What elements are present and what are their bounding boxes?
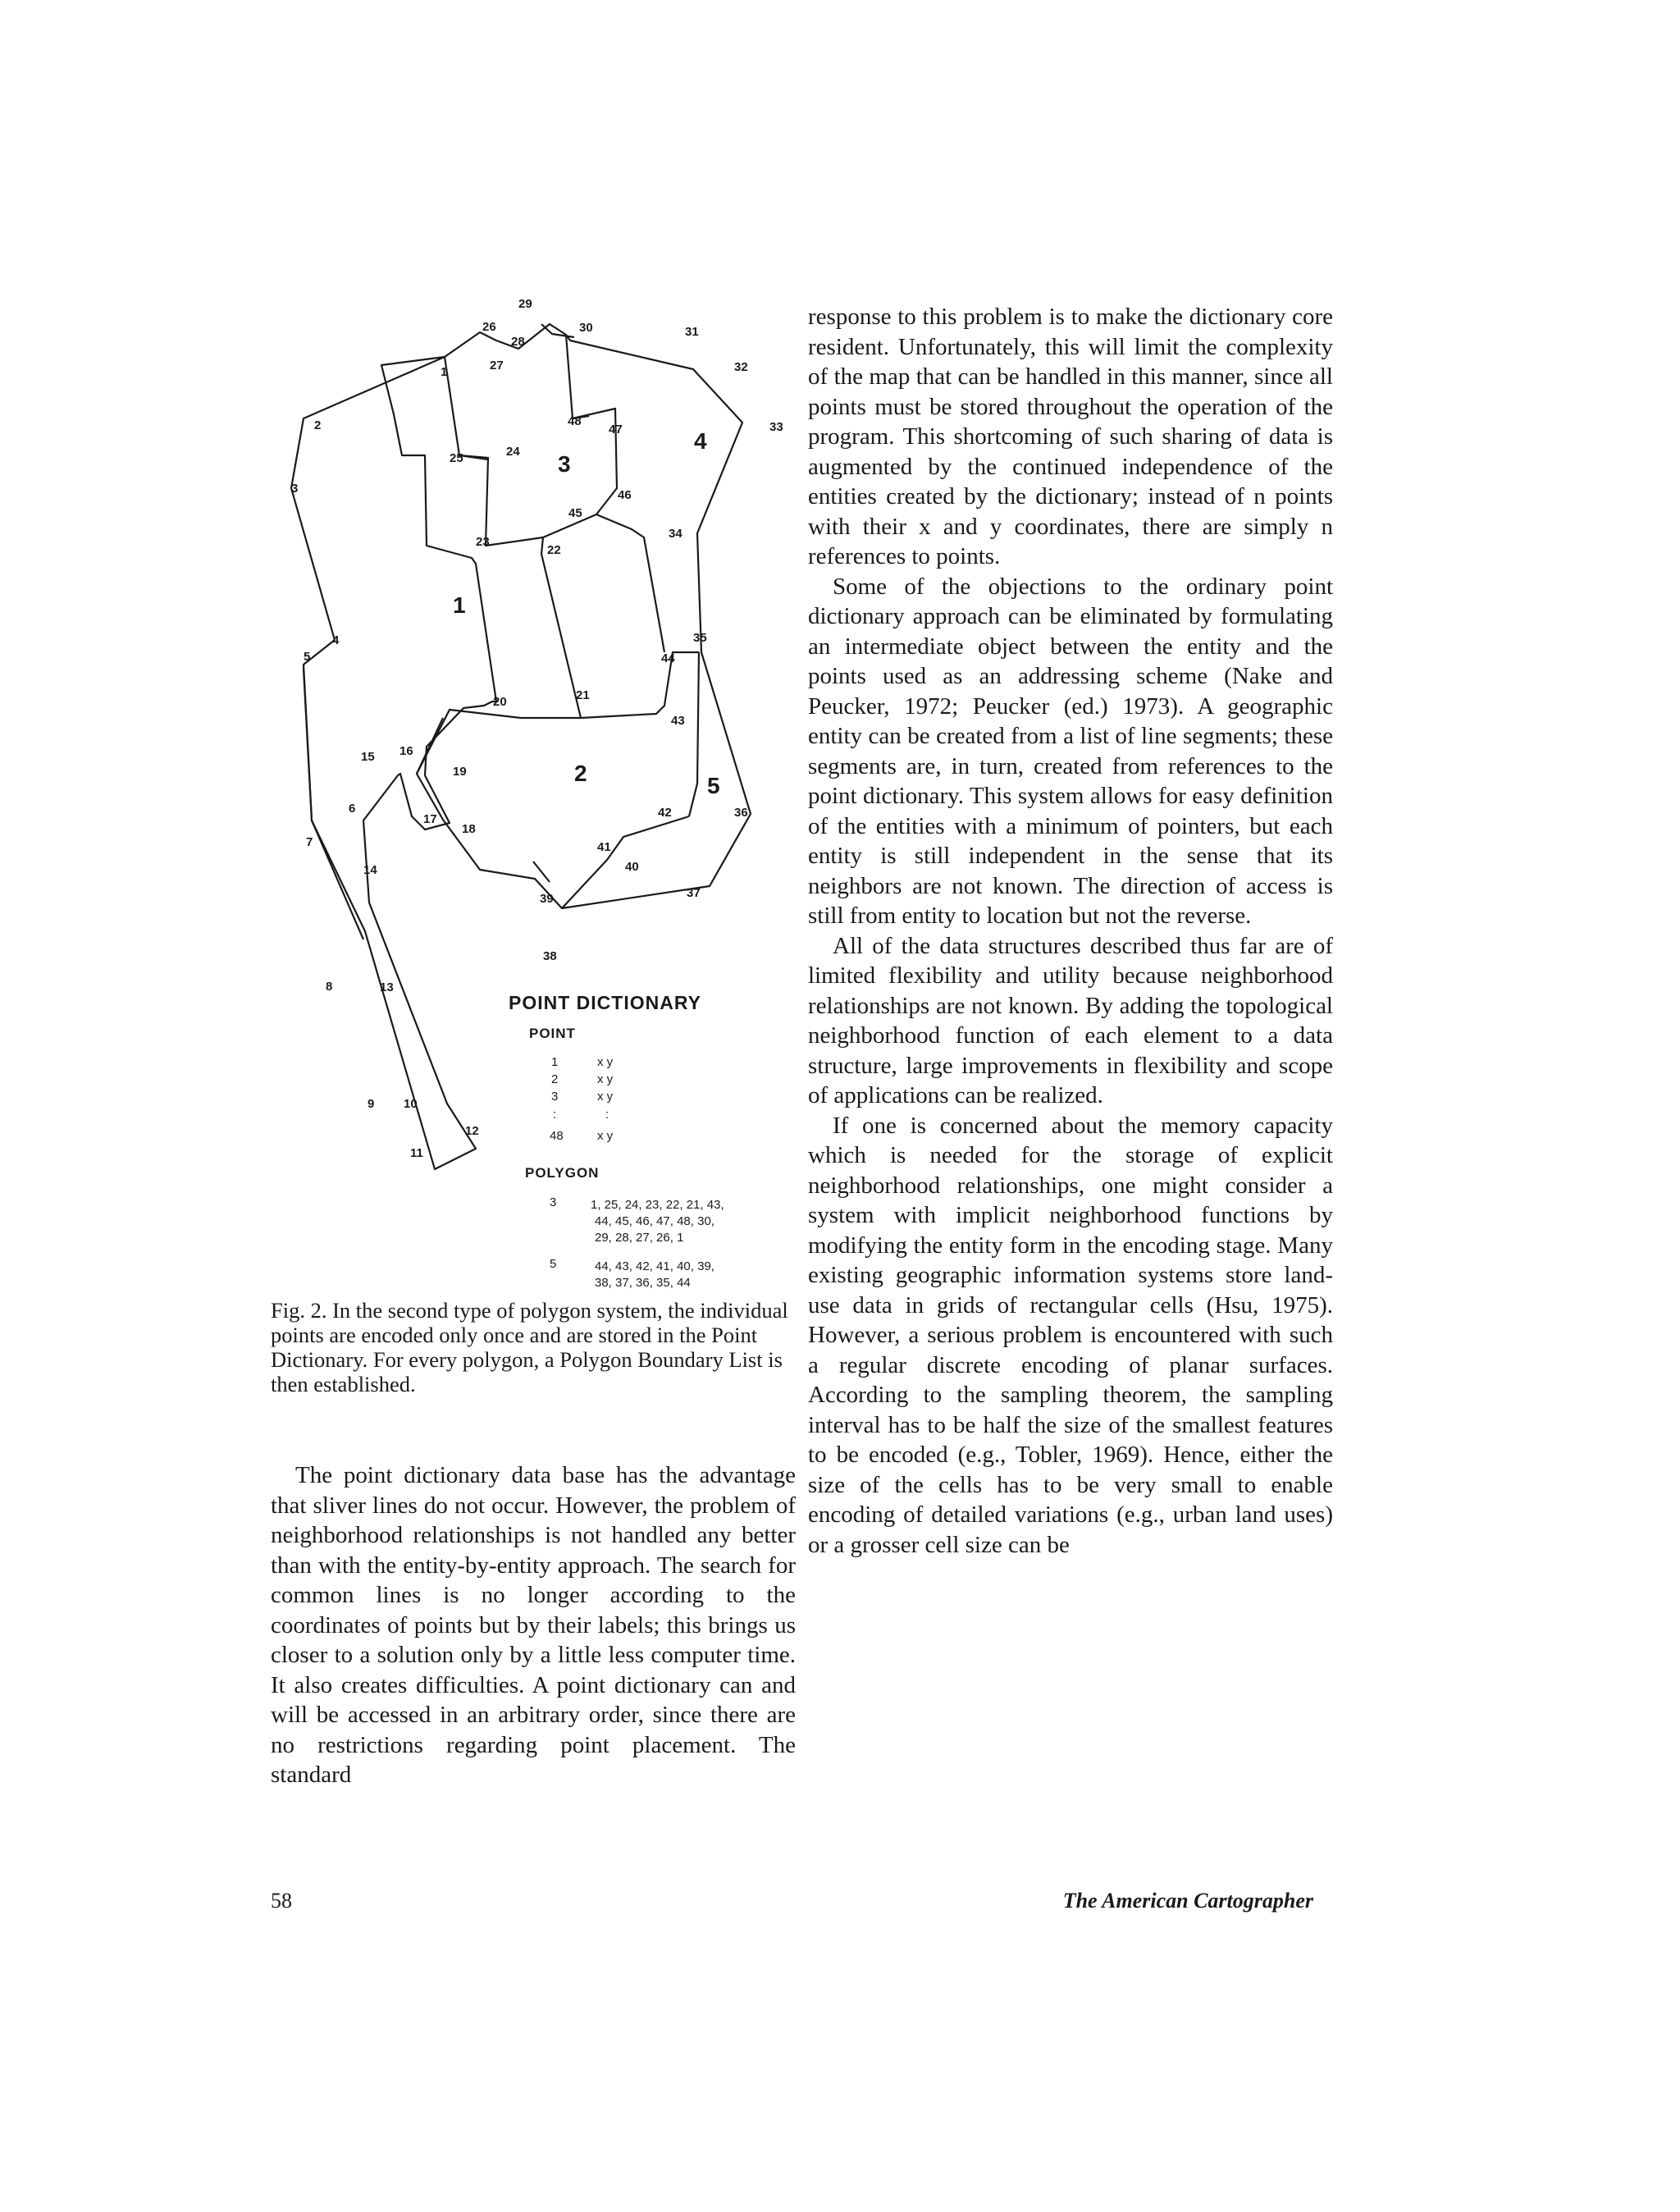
body-paragraph: Some of the objections to the ordinary point dictionary approach can be eliminated by formulating an intermediate object between the entity and the points used as an addressing scheme (Nake and Peucker, 1972; Peucker (ed.) 1973). A geographic entity can be created from a list of line segments; these segments are, in turn, created from references to the point dictionary. This system allows for easy definition of the entities with a minimum of pointers, but each entity is still independent in the sense that its neighbors are not known. The direction of access is still from entity to location but not the reverse. [808,573,1333,929]
body-paragraph: The point dictionary data base has the advantage that sliver lines do not occur. However, the problem of neighborhood relationships is not handled any better than with the entity-by-entity approach. The search for common lines is no longer according to the coordinates of points but by their labels; this brings us closer to a solution only by a little less computer time. It also creates difficulties. A point dictionary can and will be accessed in an arbitrary order, since there are no restrictions regarding point placement. The standard [271,1462,796,1788]
polygon-outlines [291,324,751,1169]
polygon-id: 5 [550,1257,557,1271]
point-label: 45 [568,506,582,520]
dictionary-point-number: 48 [550,1129,564,1143]
dictionary-point-coords: x y [597,1055,614,1069]
point-column-header: POINT [529,1026,576,1041]
point-label: 4 [332,633,340,647]
point-label: 22 [547,543,561,557]
polygon-label: 1 [453,592,466,618]
point-label: 44 [661,651,675,665]
point-label: 14 [363,863,377,877]
point-label: 26 [482,320,496,334]
point-label: 17 [423,812,437,826]
point-label: 39 [540,892,554,906]
point-label: 19 [453,765,467,779]
dictionary-point-number: 1 [551,1055,559,1069]
point-label: 28 [511,335,525,349]
polygon-boundary-list: 44, 45, 46, 47, 48, 30, [595,1214,714,1228]
point-label: 27 [490,359,504,372]
point-label: 3 [291,482,299,496]
point-label: 10 [404,1097,418,1111]
body-paragraph: If one is concerned about the memory capacity which is needed for the storage of explicit neighborhood relationships, one might consider a system with implicit neighborhood functions by modifying the entity form in the encoding stage. Many existing geographic information systems store land-use data in grids of rectangular cells (Hsu, 1975). However, a serious problem is encountered with such a regular discrete encoding of planar surfaces. According to the sampling theorem, the sampling interval has to be half the size of the smallest features to be encoded (e.g., Tobler, 1969). Hence, either the size of the cells has to be very small to enable encoding of detailed variations (e.g., urban land uses) or a grosser cell size can be [808,1112,1333,1558]
point-label: 46 [618,488,632,502]
polygon-label: 5 [707,773,720,798]
point-label: 23 [476,535,490,549]
dictionary-point-number: 3 [551,1090,559,1104]
point-label: 6 [349,802,356,816]
body-paragraph: response to this problem is to make the dictionary core resident. Unfortunately, this will limit the complexity of the map that can be handled in this manner, since all points must be stored throughout the operation of the program. This shortcoming of such sharing of data is augmented by the continued independence of the entities created by the dictionary; instead of n points with their x and y coordinates, there are simply n references to points. [808,304,1333,569]
journal-title: The American Cartographer [1062,1889,1313,1913]
polygon-number-labels [453,428,720,798]
polygon-boundary-list: 29, 28, 27, 26, 1 [595,1231,684,1245]
page-number: 58 [271,1889,292,1913]
point-label: 47 [609,423,623,436]
polygon-boundary-list: 1, 25, 24, 23, 22, 21, 43, [591,1198,724,1212]
point-label: 32 [734,360,748,374]
point-label: 9 [368,1097,375,1111]
figure-caption: Fig. 2. In the second type of polygon system, the individual points are encoded only once and are stored in the Point Dictionary. For every polygon, a Polygon Boundary List is then established. [271,1298,788,1396]
point-label: 24 [506,445,520,459]
point-label: 8 [326,980,333,994]
point-label: 42 [658,806,672,820]
polygon-label: 4 [694,428,707,454]
point-label: 21 [576,688,590,702]
point-label: 5 [304,650,311,664]
point-label: 15 [361,750,375,764]
left-column [271,1460,796,1790]
point-dictionary-title: POINT DICTIONARY [509,992,701,1013]
polygon-map-diagram [279,291,804,1292]
point-label: 41 [597,840,611,854]
point-label: 33 [769,420,783,434]
point-label: 36 [734,806,748,820]
point-label: 2 [314,418,322,432]
point-label: 29 [518,297,532,311]
point-label: 20 [493,695,507,709]
polygon-column-header: POLYGON [525,1165,600,1181]
dictionary-point-coords: x y [597,1090,614,1104]
polygon-boundary-list: 44, 43, 42, 41, 40, 39, [595,1259,714,1273]
point-label: 34 [669,527,682,541]
dictionary-point-coords: x y [597,1072,614,1086]
point-label: 7 [306,835,313,849]
point-label: 16 [399,744,413,758]
body-paragraph: All of the data structures described thus far are of limited flexibility and utility because neighborhood relationships are not known. By adding the topological neighborhood function of each element to a data structure, large improvements in flexibility and scope of applications can be realized. [808,932,1333,1108]
point-label: 43 [671,714,685,728]
point-label: 25 [450,451,463,465]
dictionary-point-number: 2 [551,1072,559,1086]
point-label: 11 [410,1146,423,1160]
point-dictionary-table [509,992,724,1290]
point-label: 13 [380,980,394,994]
dictionary-point-coords: x y [597,1129,614,1143]
right-column [808,302,1333,1560]
point-label: 37 [687,886,701,900]
point-label: 1 [441,365,448,379]
figure-polygon-map [279,291,804,1292]
polygon-id: 3 [550,1195,557,1209]
point-label: 31 [685,325,699,339]
dictionary-ellipsis: : [553,1108,557,1122]
point-label: 38 [543,949,557,963]
point-label: 18 [462,822,476,836]
point-label: 40 [625,860,639,874]
polygon-boundary-list: 38, 37, 36, 35, 44 [595,1276,691,1290]
polygon-label: 3 [558,451,571,477]
point-label: 48 [568,414,582,428]
point-label: 30 [579,321,593,335]
polygon-label: 2 [574,761,587,786]
point-label: 12 [465,1124,479,1138]
point-label: 35 [693,631,707,645]
dictionary-ellipsis: : [605,1108,609,1122]
